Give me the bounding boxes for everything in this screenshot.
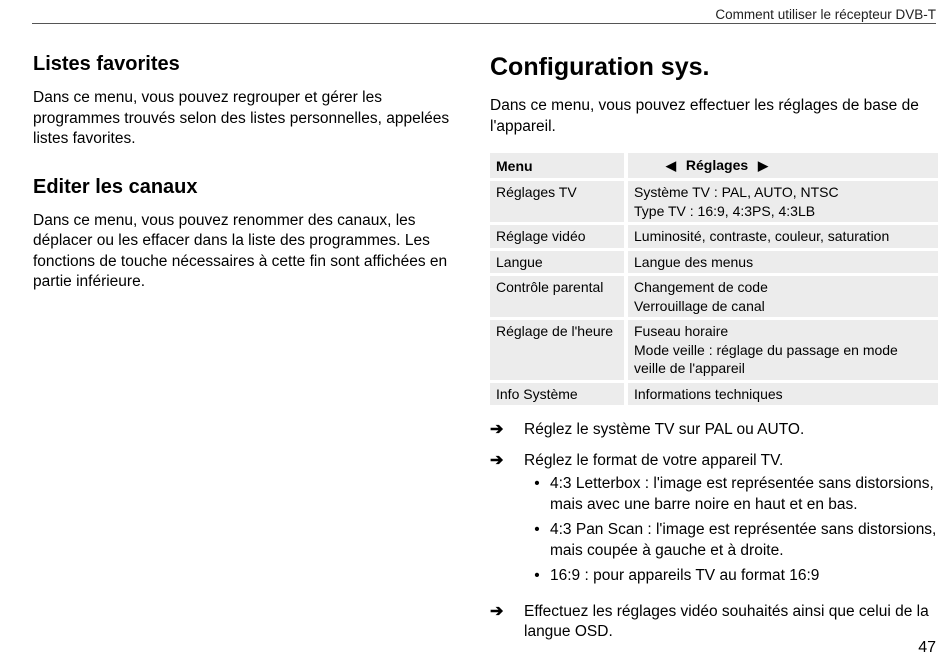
bullet-item: [524, 520, 938, 561]
section-listes-favorites: [33, 52, 473, 150]
bullet-list: [524, 474, 938, 587]
table-row: [490, 276, 938, 317]
step-item: [490, 420, 938, 441]
table-header-row: [490, 153, 938, 178]
reglages-label: Réglages: [685, 157, 749, 173]
table-cell-menu: Contrôle parental: [490, 276, 628, 317]
table-row: [490, 320, 938, 380]
table-row: [490, 225, 938, 248]
running-header: Comment utiliser le récepteur DVB-T: [715, 7, 936, 22]
step-item: [490, 602, 938, 643]
bullet-text: 4:3 Letterbox : l'image est représentée sans distorsions, mais avec une barre noire en haut et en bas.: [550, 475, 934, 513]
step-body: [524, 451, 938, 592]
header-divider: [32, 23, 936, 24]
bullet-icon: •: [534, 521, 540, 538]
step-text: Réglez le format de votre appareil TV.: [524, 451, 784, 469]
table-cell-menu: Langue: [490, 251, 628, 274]
section-heading: Editer les canaux: [33, 175, 198, 198]
table-cell-settings: [628, 251, 938, 274]
setting-line: Luminosité, contraste, couleur, saturation: [634, 228, 890, 244]
column-header-menu: Menu: [490, 153, 628, 178]
setting-line: Type TV : 16:9, 4:3PS, 4:3LB: [634, 202, 816, 219]
bullet-text: 16:9 : pour appareils TV au format 16:9: [550, 567, 820, 584]
table-cell-menu: Réglage de l'heure: [490, 320, 628, 380]
section-heading: Listes favorites: [33, 53, 180, 75]
table-row: [490, 251, 938, 274]
setting-line: Informations techniques: [634, 385, 783, 402]
section-text: Dans ce menu, vous pouvez renommer des canaux, les déplacer ou les effacer dans la liste des programmes. Les fonctions de touche nécessaires à cette fin sont affichées en partie inférieure.: [33, 211, 448, 290]
table-cell-settings: [628, 320, 938, 380]
settings-table: [490, 150, 938, 408]
table-row: [490, 181, 938, 222]
left-column: [33, 52, 473, 293]
bullet-item: [524, 566, 938, 587]
section-text: Dans ce menu, vous pouvez regrouper et gérer les programmes trouvés selon des listes personnelles, appelées listes favorites.: [33, 89, 450, 147]
right-triangle-icon: ▶: [758, 158, 769, 173]
arrow-right-icon: ➔: [490, 421, 504, 438]
step-body: [524, 420, 938, 441]
bullet-item: [524, 474, 938, 515]
bullet-icon: •: [534, 567, 540, 584]
setting-line: Verrouillage de canal: [634, 297, 765, 314]
table-cell-settings: [628, 181, 938, 222]
setting-line: Système TV : PAL, AUTO, NTSC: [634, 184, 839, 200]
page-number: 47: [918, 639, 936, 656]
table-row: [490, 383, 938, 406]
bullet-text: 4:3 Pan Scan : l'image est représentée sans distorsions, mais coupée à gauche et à droite.: [550, 521, 937, 559]
arrow-right-icon: ➔: [490, 602, 504, 620]
setting-line: Langue des menus: [634, 253, 754, 270]
step-text: Effectuez les réglages vidéo souhaités ainsi que celui de la langue OSD.: [524, 602, 929, 640]
intro-text: Dans ce menu, vous pouvez effectuer les réglages de base de l'appareil.: [490, 97, 919, 135]
step-item: [490, 451, 938, 592]
table-cell-settings: [628, 276, 938, 317]
left-triangle-icon: ◀: [666, 158, 676, 173]
step-text: Réglez le système TV sur PAL ou AUTO.: [524, 421, 805, 438]
section-editer-canaux: [33, 175, 473, 293]
page-title: Configuration sys.: [490, 53, 710, 81]
column-header-reglages: [628, 153, 938, 178]
setting-line: Mode veille : réglage du passage en mode veille de l'appareil: [634, 341, 898, 376]
arrow-right-icon: ➔: [490, 451, 504, 469]
table-cell-settings: [628, 225, 938, 248]
table-cell-menu: Info Système: [490, 383, 628, 406]
setting-line: Changement de code: [634, 279, 768, 295]
table-cell-settings: [628, 383, 938, 406]
step-body: [524, 602, 938, 643]
table-body: [490, 181, 938, 405]
instruction-steps: [490, 420, 938, 643]
table-cell-menu: Réglages TV: [490, 181, 628, 222]
bullet-icon: •: [534, 475, 540, 492]
right-column: [490, 52, 938, 653]
setting-line: Fuseau horaire: [634, 323, 729, 339]
table-cell-menu: Réglage vidéo: [490, 225, 628, 248]
